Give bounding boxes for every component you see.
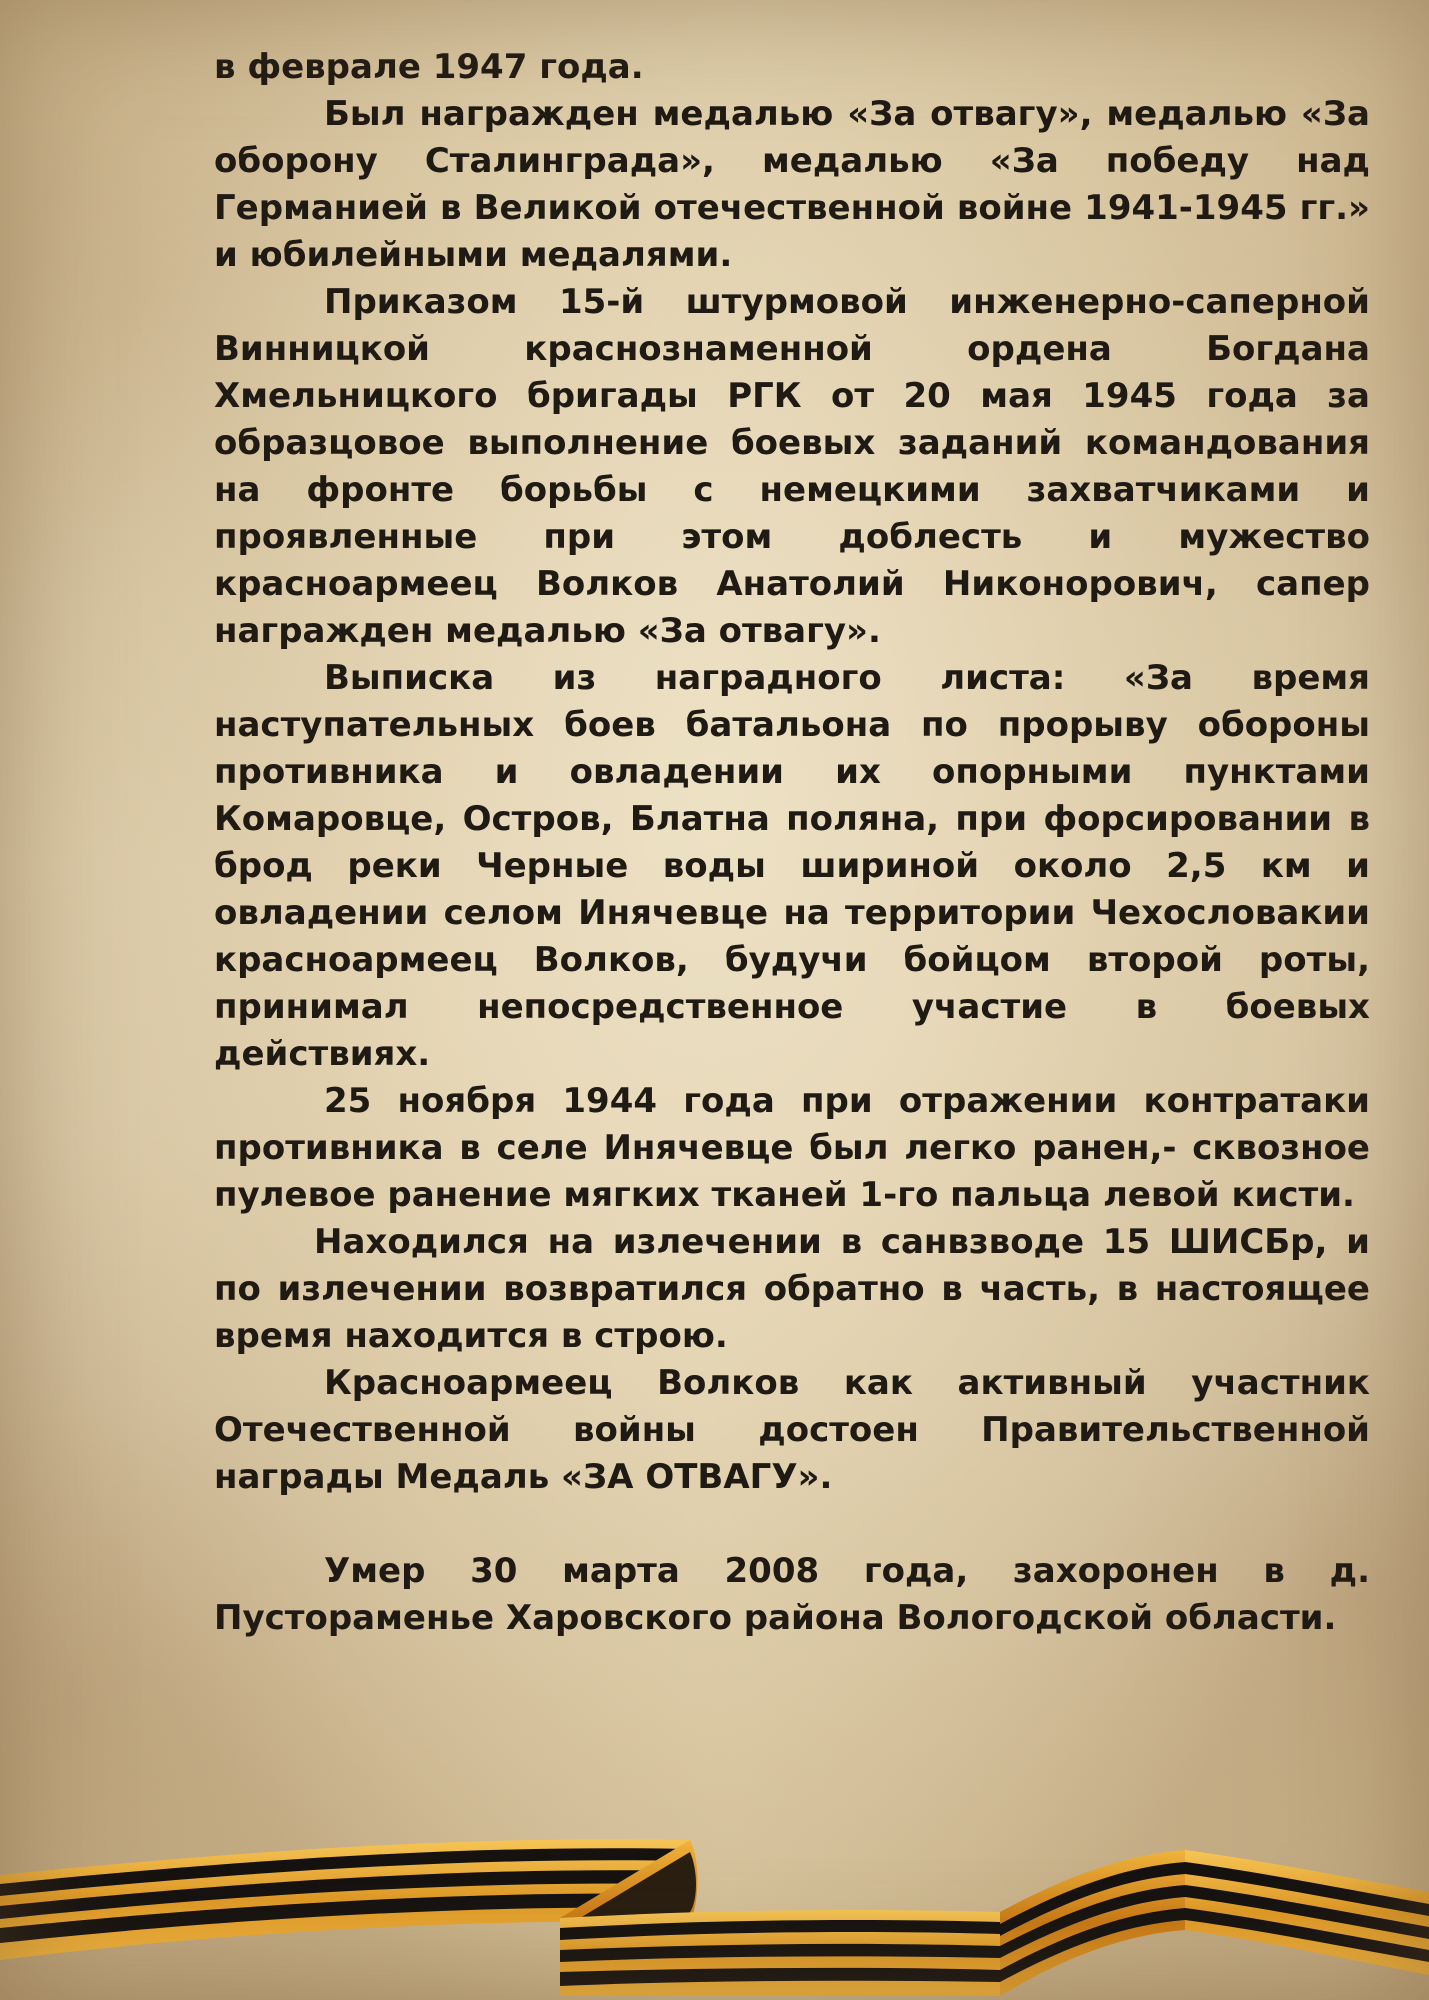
ribbon-right-tail	[1185, 1850, 1429, 1975]
paragraph-continuation: в феврале 1947 года.	[214, 47, 644, 87]
st-george-ribbon-icon	[0, 1800, 1429, 2000]
paragraph-wound: 25 ноября 1944 года при отражении контратаки противника в селе Инячевце был легко ранен,- сквозное пулевое ранение мягких тканей 1-го пальца левой кисти.	[214, 1081, 1370, 1215]
paragraph-order: Приказом 15-й штурмовой инженерно-саперной Винницкой краснознаменной ордена Богдана Хмельницкого бригады РГК от 20 мая 1945 года за образцовое выполнение боевых заданий командования на фронте борьбы с немецкими захватчиками и проявленные при этом доблесть и мужество красноармеец Волков Анатолий Никонорович, сапер награжден медалью «За отвагу».	[214, 282, 1370, 651]
ribbon-right-band	[1000, 1850, 1185, 1996]
paragraph-treatment: Находился на излечении в санвзводе 15 ШИСБр, и по излечении возвратился обратно в часть, в настоящее время находится в строю.	[214, 1222, 1370, 1356]
paragraph-nomination: Красноармеец Волков как активный участник Отечественной войны достоен Правительственной награды Медаль «ЗА ОТВАГУ».	[214, 1363, 1370, 1497]
ribbon-center-band	[560, 1910, 1000, 1996]
paragraph-spacer	[214, 1501, 1370, 1548]
document-body	[214, 44, 1370, 1642]
paragraph-death: Умер 30 марта 2008 года, захоронен в д. Пустораменье Харовского района Вологодской области.	[214, 1551, 1370, 1638]
paragraph-award-sheet-extract: Выписка из наградного листа: «За время наступательных боев батальона по прорыву обороны противника и овладении их опорными пунктами Комаровце, Остров, Блатна поляна, при форсировании в брод реки Черные воды шириной около 2,5 км и овладении селом Инячевце на территории Чехословакии красноармеец Волков, будучи бойцом второй роты, принимал непосредственное участие в боевых действиях.	[214, 658, 1370, 1074]
paragraph-awards: Был награжден медалью «За отвагу», медалью «За оборону Сталинграда», медалью «За победу над Германией в Великой отечественной войне 1941-1945 гг.» и юбилейными медалями.	[214, 94, 1370, 275]
